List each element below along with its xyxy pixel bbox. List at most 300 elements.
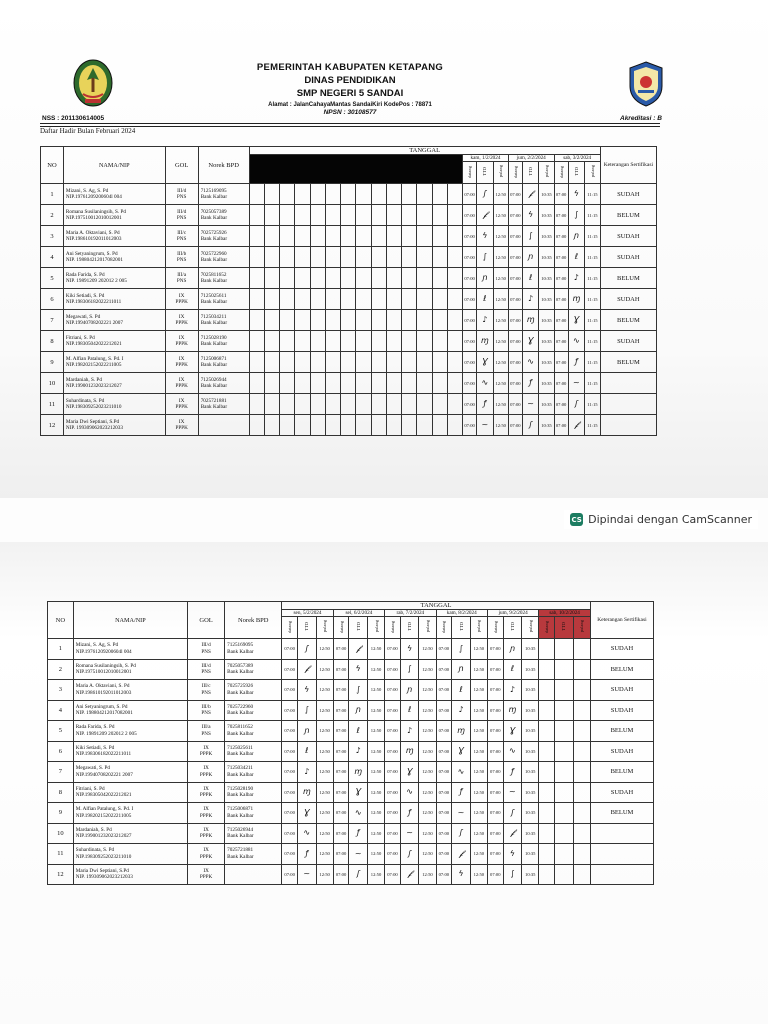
jam-pulang: 12:50 (419, 823, 436, 844)
jam-datang: 07:00 (508, 226, 522, 247)
jam-datang (539, 680, 555, 701)
blank-cell (264, 226, 279, 247)
sub-header-datang (554, 162, 568, 184)
jam-pulang: 10:35 (522, 782, 539, 803)
row-nama (63, 184, 165, 205)
row-gol (165, 310, 198, 331)
signature-mark (555, 844, 574, 865)
jam-pulang: 12:50 (419, 782, 436, 803)
jam-pulang: 12:50 (316, 782, 333, 803)
teacher-nip: NIP.198202152022211005 (65, 362, 122, 368)
teacher-nip: NIP.197510012010012001 (65, 215, 122, 221)
blank-cell (325, 352, 340, 373)
header-tanggal: TANGGAL (282, 602, 591, 610)
sub-header-label: TTD (407, 622, 413, 631)
blank-cell (432, 289, 447, 310)
blank-cell (432, 205, 447, 226)
jam-datang: 07:00 (508, 247, 522, 268)
blank-cell (417, 268, 432, 289)
blank-cell (402, 310, 417, 331)
jam-datang: 07:00 (385, 700, 401, 721)
row-nama (73, 864, 187, 885)
signature-mark: ∿ (349, 803, 368, 824)
blank-cell (325, 226, 340, 247)
jam-datang: 07:00 (508, 394, 522, 415)
row-gol (188, 721, 225, 742)
letterhead-text (40, 62, 660, 116)
blank-cell (432, 415, 447, 436)
jam-pulang: 12:50 (367, 680, 384, 701)
jam-datang: 07:00 (333, 844, 349, 865)
signature-mark: ∿ (477, 373, 494, 394)
jam-pulang: 12:50 (493, 394, 508, 415)
jam-pulang: 12:50 (367, 823, 384, 844)
teacher-nip: NIP.19761209200604l 004 (65, 194, 122, 200)
table-row (48, 700, 654, 721)
signature-mark: ~ (400, 823, 419, 844)
redacted-block (249, 155, 463, 184)
header-rule (40, 123, 660, 124)
signature-mark: ~ (349, 844, 368, 865)
row-norek (225, 782, 282, 803)
teacher-name: Maria Dwi Septiani, S.Pd (75, 867, 129, 874)
table-row (41, 331, 657, 352)
blank-cell (295, 331, 310, 352)
jam-pulang: 10:35 (539, 268, 554, 289)
row-nama (73, 762, 187, 783)
teacher-name: Suhardinata, S. Pd (65, 397, 105, 404)
teacher-nip: NIP.198610192011012003 (65, 236, 122, 242)
jam-pulang: 12:50 (367, 659, 384, 680)
signature-mark: ℓ (400, 700, 419, 721)
header-keterangan: Keterangan Sertifikasi (600, 147, 656, 184)
blank-cell (249, 226, 264, 247)
row-nama (63, 289, 165, 310)
teacher-nip: NIP. 198804212017082001 (65, 257, 123, 263)
teacher-nip: NIP.19761209200604l 004 (75, 648, 132, 655)
gol-status: PPPK (175, 425, 188, 431)
teacher-name: Ani Setyaningrum, S. Pd (75, 703, 128, 710)
jam-datang: 07:00 (385, 721, 401, 742)
jam-pulang: 12:50 (419, 721, 436, 742)
blank-cell (417, 226, 432, 247)
sub-header-label: pulang (543, 165, 549, 178)
jam-datang: 07:00 (282, 741, 298, 762)
blank-cell (386, 268, 401, 289)
jam-datang (539, 721, 555, 742)
gol-status: PNS (176, 278, 187, 284)
blank-cell (264, 310, 279, 331)
day-header: rab, 7/2/2024 (385, 610, 436, 617)
blank-cell (341, 331, 356, 352)
row-no: 1 (48, 639, 74, 660)
blank-cell (447, 247, 462, 268)
table-row (41, 373, 657, 394)
sub-header-datang (487, 617, 503, 639)
account-number: 7125006871 (227, 806, 254, 813)
gol-grade: IX (203, 847, 209, 854)
gol-status: PPPK (199, 771, 213, 778)
teacher-name: M. Alfian Patalung, S. Pd. I (75, 806, 134, 813)
table-row (48, 823, 654, 844)
teacher-nip: NIP.199001232023212027 (65, 383, 122, 389)
gol-grade: IX (203, 867, 209, 874)
jam-datang: 07:00 (463, 268, 477, 289)
signature-mark: ℓ (477, 289, 494, 310)
day-header: jum, 2/2/2024 (508, 155, 554, 162)
signature-mark: 𝓯 (452, 844, 471, 865)
signature-mark: ~ (452, 803, 471, 824)
jam-pulang: 11:15 (585, 205, 601, 226)
jam-pulang: 12:50 (419, 803, 436, 824)
signature-mark: ƒ (503, 762, 522, 783)
signature-mark: ℓ (349, 721, 368, 742)
jam-pulang: 12:50 (316, 639, 333, 660)
row-gol (188, 844, 225, 865)
gol-grade: III/b (201, 703, 211, 710)
signature-mark: ϟ (522, 205, 539, 226)
account-number: 7025722960 (227, 703, 254, 710)
blank-cell (386, 352, 401, 373)
gol-grade: IX (178, 313, 185, 320)
blank-cell (280, 268, 295, 289)
account-number: 7025725926 (200, 229, 227, 236)
row-norek (225, 639, 282, 660)
blank-cell (264, 268, 279, 289)
blank-cell (432, 394, 447, 415)
gol-status: PNS (201, 669, 211, 676)
header-no: NO (48, 602, 74, 639)
row-nama (73, 680, 187, 701)
signature-mark: ♪ (452, 700, 471, 721)
blank-cell (280, 373, 295, 394)
row-keterangan: SUDAH (600, 247, 656, 268)
teacher-name: Maria A. Oktaviani, S. Pd (75, 683, 130, 690)
blank-cell (295, 373, 310, 394)
camscanner-logo-icon: CS (570, 513, 583, 526)
blank-cell (310, 415, 325, 436)
row-nama (63, 394, 165, 415)
jam-datang: 07:00 (436, 741, 452, 762)
jam-datang: 07:00 (333, 823, 349, 844)
signature-mark: ɱ (503, 700, 522, 721)
signature-mark: ƒ (349, 823, 368, 844)
signature-mark: ʃ (477, 184, 494, 205)
blank-cell (280, 289, 295, 310)
sub-header-datang (436, 617, 452, 639)
sub-header-datang (508, 162, 522, 184)
sub-header-label: datang (512, 165, 518, 178)
row-norek (225, 659, 282, 680)
row-keterangan (590, 823, 653, 844)
signature-mark: 𝓯 (298, 659, 317, 680)
sub-header-label: TTD (304, 622, 310, 631)
jam-pulang: 12:50 (419, 844, 436, 865)
row-nama (63, 226, 165, 247)
row-norek (225, 680, 282, 701)
row-nama (73, 844, 187, 865)
jam-datang: 07:00 (436, 659, 452, 680)
row-no: 11 (41, 394, 64, 415)
jam-datang: 07:00 (487, 639, 503, 660)
jam-pulang: 12:50 (419, 700, 436, 721)
sub-header-ttd (349, 617, 368, 639)
signature-mark: ϟ (477, 226, 494, 247)
blank-cell (264, 373, 279, 394)
sub-header-ttd (522, 162, 539, 184)
signature-mark: ℓ (452, 680, 471, 701)
jam-datang: 07:00 (385, 639, 401, 660)
jam-datang: 07:00 (282, 659, 298, 680)
jam-pulang: 12:50 (419, 741, 436, 762)
row-no: 4 (48, 700, 74, 721)
sub-header-label: pulang (527, 620, 533, 633)
row-gol (165, 352, 198, 373)
bank-name: Bank Kalbar (227, 669, 254, 676)
blank-cell (417, 352, 432, 373)
gol-status: PPPK (199, 874, 213, 881)
jam-datang (539, 762, 555, 783)
jam-pulang: 10:35 (522, 803, 539, 824)
row-no: 6 (41, 289, 64, 310)
blank-cell (447, 289, 462, 310)
row-no: 1 (41, 184, 64, 205)
jam-pulang: 12:50 (493, 289, 508, 310)
blank-cell (447, 226, 462, 247)
jam-datang: 07:00 (282, 680, 298, 701)
signature-mark: 𝓯 (400, 864, 419, 885)
gol-status: PPPK (175, 341, 188, 347)
jam-pulang: 12:50 (367, 803, 384, 824)
signature-mark: ɱ (400, 741, 419, 762)
row-keterangan (600, 373, 656, 394)
blank-cell (310, 310, 325, 331)
blank-cell (341, 394, 356, 415)
jam-pulang: 10:35 (539, 184, 554, 205)
jam-pulang (573, 680, 590, 701)
blank-cell (310, 373, 325, 394)
jam-datang: 07:00 (463, 247, 477, 268)
table-row (41, 226, 657, 247)
signature-mark: ϟ (298, 680, 317, 701)
blank-cell (371, 205, 386, 226)
signature-mark: Ɣ (298, 803, 317, 824)
blank-cell (402, 331, 417, 352)
jam-pulang: 12:50 (419, 659, 436, 680)
jam-pulang: 12:50 (367, 700, 384, 721)
jam-datang: 07:00 (508, 289, 522, 310)
row-keterangan: SUDAH (600, 331, 656, 352)
blank-cell (386, 205, 401, 226)
blank-cell (386, 331, 401, 352)
signature-mark: ♪ (400, 721, 419, 742)
blank-cell (447, 268, 462, 289)
row-keterangan (600, 415, 656, 436)
jam-pulang: 12:50 (367, 864, 384, 885)
blank-cell (447, 352, 462, 373)
signature-mark: ℓ (298, 741, 317, 762)
blank-cell (341, 373, 356, 394)
gol-grade: III/d (177, 208, 187, 215)
teacher-name: Suhardinata, S. Pd (75, 847, 115, 854)
bank-name: Bank Kalbar (200, 278, 228, 284)
signature-mark: ɱ (522, 310, 539, 331)
blank-cell (264, 394, 279, 415)
signature-mark: ∿ (400, 782, 419, 803)
jam-pulang: 10:35 (539, 226, 554, 247)
jam-pulang: 12:50 (316, 700, 333, 721)
row-norek (225, 864, 282, 885)
gol-grade: IX (203, 785, 209, 792)
sub-header-ttd (400, 617, 419, 639)
jam-datang: 07:00 (463, 226, 477, 247)
signature-mark: Ɣ (477, 352, 494, 373)
gol-status: PPPK (199, 751, 213, 758)
jam-datang: 07:00 (333, 680, 349, 701)
blank-cell (386, 226, 401, 247)
jam-pulang: 12:50 (493, 352, 508, 373)
jam-datang: 07:00 (487, 762, 503, 783)
gol-status: PPPK (199, 792, 213, 799)
jam-datang: 07:00 (554, 310, 568, 331)
row-norek (225, 700, 282, 721)
jam-datang (539, 659, 555, 680)
teacher-nip: NIP.19940708202221 2007 (75, 771, 133, 778)
sub-header-label: pulang (498, 165, 504, 178)
jam-pulang: 10:35 (522, 721, 539, 742)
gol-status: PPPK (175, 383, 188, 389)
gol-grade: IX (178, 292, 185, 299)
signature-mark: ɲ (503, 639, 522, 660)
signature-mark (555, 680, 574, 701)
jam-pulang: 11:15 (585, 373, 601, 394)
row-norek (198, 352, 249, 373)
jam-datang: 07:00 (554, 247, 568, 268)
gol-grade: IX (203, 826, 209, 833)
blank-cell (295, 184, 310, 205)
account-number: 7025057389 (227, 662, 254, 669)
jam-pulang (573, 721, 590, 742)
jam-pulang: 10:35 (539, 289, 554, 310)
blank-cell (310, 247, 325, 268)
jam-datang: 07:00 (508, 373, 522, 394)
jam-pulang: 12:50 (316, 659, 333, 680)
gol-status: PNS (201, 710, 211, 717)
gol-grade: IX (178, 397, 185, 404)
row-gol (165, 205, 198, 226)
blank-cell (356, 310, 371, 331)
teacher-name: Megawati, S. Pd (65, 313, 101, 320)
row-gol (188, 680, 225, 701)
jam-pulang: 11:15 (585, 247, 601, 268)
jam-datang: 07:00 (385, 864, 401, 885)
blank-cell (386, 247, 401, 268)
account-number: 7125025611 (200, 292, 227, 299)
jam-pulang (573, 700, 590, 721)
sub-header-label: datang (492, 620, 498, 633)
jam-datang: 07:00 (282, 823, 298, 844)
teacher-nip: NIP.198309252023211010 (65, 404, 122, 410)
row-keterangan: SUDAH (590, 741, 653, 762)
signature-mark: ʃ (568, 394, 585, 415)
blank-cell (264, 289, 279, 310)
bank-name: Bank Kalbar (227, 648, 254, 655)
table-row (48, 782, 654, 803)
row-gol (165, 268, 198, 289)
sub-header-label: datang (441, 620, 447, 633)
row-keterangan (590, 844, 653, 865)
blank-cell (417, 310, 432, 331)
bank-name: Bank Kalbar (227, 730, 254, 737)
account-number: 7025721881 (227, 847, 254, 854)
signature-mark: ɲ (568, 226, 585, 247)
blank-cell (371, 310, 386, 331)
jam-pulang: 11:15 (585, 310, 601, 331)
jam-datang: 07:00 (282, 864, 298, 885)
jam-pulang: 12:50 (316, 680, 333, 701)
gol-status: PNS (176, 236, 187, 242)
jam-datang: 07:00 (385, 741, 401, 762)
blank-cell (447, 310, 462, 331)
jam-pulang: 12:50 (470, 844, 487, 865)
row-nama (73, 700, 187, 721)
jam-pulang: 12:50 (470, 741, 487, 762)
signature-mark: ɲ (400, 680, 419, 701)
blank-cell (386, 310, 401, 331)
blank-cell (264, 331, 279, 352)
camscanner-badge (564, 510, 758, 529)
teacher-name: Mizani, S. Ag, S. Pd (65, 187, 109, 194)
teacher-name: Rada Farida, S. Pd (75, 724, 115, 731)
blank-cell (325, 247, 340, 268)
gol-grade: III/c (201, 683, 211, 690)
signature-mark: ℓ (503, 659, 522, 680)
teacher-name: Mardaniah, S. Pd (75, 826, 112, 833)
jam-datang: 07:00 (282, 700, 298, 721)
row-gol (188, 782, 225, 803)
gol-status: PNS (176, 215, 187, 221)
jam-pulang: 12:50 (470, 762, 487, 783)
row-no: 4 (41, 247, 64, 268)
jam-datang: 07:00 (463, 331, 477, 352)
row-no: 5 (48, 721, 74, 742)
row-no: 8 (41, 331, 64, 352)
gol-status: PNS (201, 689, 211, 696)
gol-grade: IX (178, 334, 185, 341)
jam-datang: 07:00 (436, 864, 452, 885)
signature-mark: ɲ (298, 721, 317, 742)
camscanner-text: Dipindai dengan CamScanner (588, 513, 752, 526)
jam-datang: 07:00 (333, 782, 349, 803)
blank-cell (264, 352, 279, 373)
jam-pulang: 12:50 (470, 680, 487, 701)
row-no: 7 (41, 310, 64, 331)
bank-name: Bank Kalbar (227, 833, 254, 840)
signature-mark: 𝓯 (503, 823, 522, 844)
jam-datang: 07:00 (554, 415, 568, 436)
blank-cell (341, 205, 356, 226)
signature-mark: ♪ (477, 310, 494, 331)
teacher-nip: NIP.198309252023211010 (75, 853, 132, 860)
row-no: 9 (48, 803, 74, 824)
blank-cell (371, 184, 386, 205)
account-number: 7125169095 (227, 642, 254, 649)
jam-datang: 07:00 (508, 415, 522, 436)
teacher-name: M. Alfian Patalung, S. Pd. I (65, 355, 124, 362)
row-norek (225, 823, 282, 844)
blank-cell (295, 310, 310, 331)
sub-header-label: pulang (424, 620, 430, 633)
